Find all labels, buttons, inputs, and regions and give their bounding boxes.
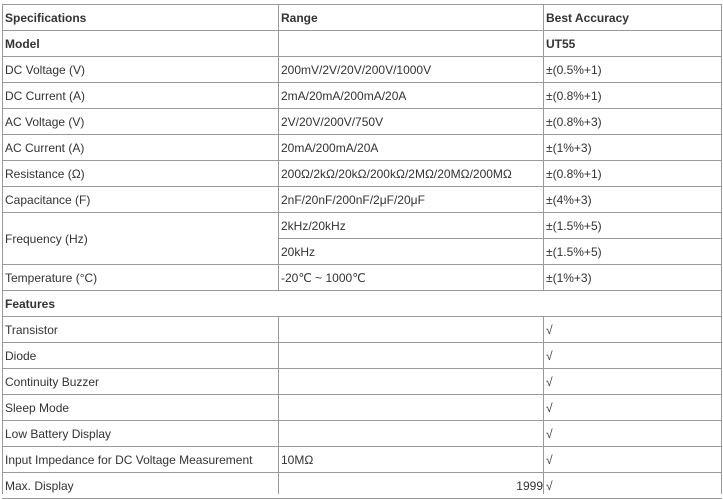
table-row xyxy=(3,343,722,369)
header-best-accuracy: Best Accuracy xyxy=(544,5,722,31)
frequency-accuracy-2: ±(1.5%+5) xyxy=(544,239,722,265)
spec-label: Capacitance (F) xyxy=(3,187,279,213)
spec-accuracy: ±(0.8%+1) xyxy=(544,83,722,109)
spec-range: 2mA/20mA/200mA/20A xyxy=(279,83,544,109)
table-row xyxy=(3,395,722,421)
frequency-range-1: 2kHz/20kHz xyxy=(279,213,544,239)
spec-range: 200Ω/2kΩ/20kΩ/200kΩ/2MΩ/20MΩ/200MΩ xyxy=(279,161,544,187)
feature-check: √ xyxy=(544,447,722,473)
table-row xyxy=(3,421,722,447)
frequency-range-2: 20kHz xyxy=(279,239,544,265)
feature-label: Sleep Mode xyxy=(3,395,279,421)
spec-label: DC Voltage (V) xyxy=(3,57,279,83)
model-label: Model xyxy=(3,31,279,57)
temperature-range: -20℃ ~ 1000℃ xyxy=(279,265,544,291)
max-display-label: Max. Display xyxy=(3,473,279,499)
table-row xyxy=(3,369,722,395)
frequency-label: Frequency (Hz) xyxy=(3,213,279,265)
feature-range xyxy=(279,343,544,369)
model-row xyxy=(3,31,722,57)
feature-check: √ xyxy=(544,395,722,421)
table-row xyxy=(3,109,722,135)
temperature-accuracy: ±(1%+3) xyxy=(544,265,722,291)
feature-range: 10MΩ xyxy=(279,447,544,473)
features-heading: Features xyxy=(3,291,722,317)
feature-label: Diode xyxy=(3,343,279,369)
table-row xyxy=(3,135,722,161)
feature-range xyxy=(279,317,544,343)
features-section-row xyxy=(3,291,722,317)
table-row xyxy=(3,317,722,343)
table-row xyxy=(3,187,722,213)
feature-check: √ xyxy=(544,421,722,447)
feature-label: Transistor xyxy=(3,317,279,343)
feature-range xyxy=(279,395,544,421)
bottom-edge xyxy=(0,494,723,498)
max-display-check: √ xyxy=(544,473,722,499)
feature-range xyxy=(279,421,544,447)
header-range: Range xyxy=(279,5,544,31)
header-specifications: Specifications xyxy=(3,5,279,31)
frequency-row-1 xyxy=(3,213,722,239)
spec-range: 20mA/200mA/20A xyxy=(279,135,544,161)
temperature-label: Temperature (°C) xyxy=(3,265,279,291)
spec-accuracy: ±(4%+3) xyxy=(544,187,722,213)
spec-label: Resistance (Ω) xyxy=(3,161,279,187)
model-value: UT55 xyxy=(544,31,722,57)
table-row xyxy=(3,57,722,83)
table-row xyxy=(3,161,722,187)
spec-accuracy: ±(0.5%+1) xyxy=(544,57,722,83)
table-row xyxy=(3,83,722,109)
spec-label: AC Voltage (V) xyxy=(3,109,279,135)
spec-range: 200mV/2V/20V/200V/1000V xyxy=(279,57,544,83)
feature-check: √ xyxy=(544,317,722,343)
model-range xyxy=(279,31,544,57)
spec-accuracy: ±(0.8%+1) xyxy=(544,161,722,187)
spec-label: AC Current (A) xyxy=(3,135,279,161)
feature-label: Low Battery Display xyxy=(3,421,279,447)
spec-accuracy: ±(1%+3) xyxy=(544,135,722,161)
spec-range: 2nF/20nF/200nF/2μF/20μF xyxy=(279,187,544,213)
feature-label: Continuity Buzzer xyxy=(3,369,279,395)
spec-label: DC Current (A) xyxy=(3,83,279,109)
feature-range xyxy=(279,369,544,395)
feature-check: √ xyxy=(544,343,722,369)
feature-label: Input Impedance for DC Voltage Measurement xyxy=(3,447,279,473)
spec-accuracy: ±(0.8%+3) xyxy=(544,109,722,135)
spec-range: 2V/20V/200V/750V xyxy=(279,109,544,135)
max-display-range: 1999 xyxy=(279,473,544,499)
specifications-table xyxy=(2,4,722,499)
table-row xyxy=(3,447,722,473)
frequency-accuracy-1: ±(1.5%+5) xyxy=(544,213,722,239)
temperature-row xyxy=(3,265,722,291)
header-row xyxy=(3,5,722,31)
feature-check: √ xyxy=(544,369,722,395)
